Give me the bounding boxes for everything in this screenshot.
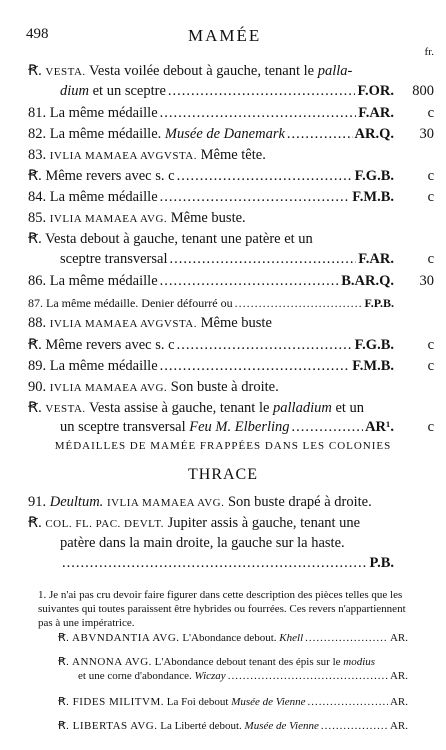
catalog-line — [28, 514, 434, 532]
leader-dots — [168, 82, 356, 100]
description: La même médaille — [49, 273, 158, 289]
catalog-line — [60, 418, 434, 436]
leader-dots — [160, 272, 340, 290]
footnote-line — [58, 718, 408, 734]
metal-code: AR.Q. — [354, 126, 394, 142]
description: un sceptre transversal — [60, 419, 186, 435]
catalog-line — [28, 146, 434, 164]
legend: Ꞧ. ABVNDANTIA AVG. — [58, 632, 180, 644]
entry-number: 91. — [28, 494, 47, 510]
legend: IVLIA MAMAEA AVGVSTA. — [49, 150, 197, 162]
leader-dots — [308, 694, 388, 710]
catalog-line — [28, 399, 434, 417]
description: Même buste — [200, 315, 272, 331]
leader-dots — [321, 718, 388, 734]
description: L'Abondance debout tenant des épis sur le — [154, 656, 341, 668]
italic-text: Feu M. Elberling — [189, 419, 290, 435]
italic-text: Musée de Vienne — [244, 720, 319, 732]
price: c — [427, 337, 434, 353]
page-number: 498 — [26, 26, 49, 42]
metal-code: AR. — [389, 670, 408, 682]
italic-text: modius — [343, 656, 376, 668]
legend: Ꞧ. LIBERTAS AVG. — [58, 720, 158, 732]
entry-number: 88. — [28, 315, 47, 331]
description: Vesta debout à gauche, tenant une patère et un — [45, 231, 313, 247]
description: Même tête. — [200, 147, 266, 163]
metal-code: AR. — [389, 720, 408, 732]
catalog-line — [28, 272, 434, 290]
description: La Foi debout — [166, 696, 229, 708]
catalog-line — [28, 357, 434, 375]
catalog-line — [28, 167, 434, 185]
metal-code: F.M.B. — [352, 358, 394, 374]
catalog-line — [28, 294, 434, 312]
catalog-line — [60, 82, 434, 100]
price: c — [427, 251, 434, 267]
leader-dots — [305, 630, 388, 646]
catalog-line — [60, 554, 434, 572]
price: c — [427, 168, 434, 184]
entry-number: 86. — [28, 273, 47, 289]
description: Même buste. — [170, 210, 246, 226]
legend: Ꞧ. ANNONA AVG. — [58, 656, 152, 668]
description: Son buste à droite. — [170, 379, 279, 395]
legend: VESTA. — [45, 403, 86, 415]
catalog-line — [28, 188, 434, 206]
leader-dots — [228, 668, 388, 684]
italic-text: palladium — [273, 400, 332, 416]
metal-code: B.AR.Q. — [341, 273, 394, 289]
leader-dots — [177, 167, 353, 185]
price: 800 — [412, 83, 434, 99]
legend: Ꞧ. FIDES MILITVM. — [58, 696, 164, 708]
description: et un sceptre — [92, 83, 166, 99]
catalog-line — [28, 230, 434, 248]
catalog-line — [28, 336, 434, 354]
italic-text: Khell — [279, 632, 304, 644]
italic-text: palla- — [317, 63, 353, 79]
description: La même médaille. — [49, 126, 162, 142]
reverse-mark: Ꞧ. — [28, 231, 42, 247]
italic-text: Musée de Danemark — [164, 126, 285, 142]
metal-code: F.M.B. — [352, 189, 394, 205]
running-title: MAMÉE — [188, 26, 262, 45]
metal-code: F.AR. — [358, 105, 394, 121]
description: Son buste drapé à droite. — [227, 494, 372, 510]
entry-number: 90. — [28, 379, 47, 395]
leader-dots — [62, 554, 368, 572]
metal-code: F.G.B. — [354, 337, 394, 353]
footnote-line — [58, 694, 408, 710]
entry-number: 85. — [28, 210, 47, 226]
entry-number: 81. — [28, 105, 47, 121]
catalog-line — [60, 534, 434, 552]
legend: COL. FL. PAC. DEVLT. — [45, 518, 165, 530]
entry-number: 82. — [28, 126, 47, 142]
description: Jupiter assis à gauche, tenant une — [167, 515, 361, 531]
italic-text: Deultum. — [49, 494, 104, 510]
leader-dots — [287, 125, 353, 143]
catalog-line — [28, 314, 434, 332]
reverse-mark: Ꞧ. — [28, 63, 42, 79]
italic-text: Wiczay — [194, 670, 226, 682]
region-heading: THRACE — [188, 466, 258, 483]
catalog-line — [28, 62, 434, 80]
catalog-line — [28, 209, 434, 227]
price: c — [427, 105, 434, 121]
leader-dots — [160, 188, 351, 206]
legend: VESTA. — [45, 66, 86, 78]
description: et un — [335, 400, 365, 416]
entry-number: 84. — [28, 189, 47, 205]
metal-code: P.B. — [369, 555, 394, 571]
description: Vesta assise à gauche, tenant le — [89, 400, 270, 416]
description: et une corne d'abondance. — [78, 670, 192, 682]
price: 30 — [419, 273, 434, 289]
price: 30 — [419, 126, 434, 142]
price: c — [427, 358, 434, 374]
footnote-line — [78, 668, 408, 684]
description: L'Abondance debout. — [182, 632, 277, 644]
leader-dots — [177, 336, 353, 354]
catalog-line — [60, 250, 434, 268]
leader-dots — [160, 357, 351, 375]
footnote: 1. Je n'ai pas cru devoir faire figurer dans cette description des pièces telles que les suivantes qui toutes paraissent être hybrides ou fourrées. Ces revers n'appartiennent pas à une impératrice. — [38, 589, 406, 629]
description: sceptre transversal — [60, 251, 168, 267]
metal-code: F.AR. — [358, 251, 394, 267]
catalog-line — [28, 378, 434, 396]
legend: IVLIA MAMAEA AVG. — [49, 213, 168, 225]
legend: IVLIA MAMAEA AVG. — [106, 497, 225, 509]
description: Vesta voilée debout à gauche, tenant le — [89, 63, 315, 79]
leader-dots — [170, 250, 357, 268]
metal-code: F.P.B. — [364, 296, 394, 310]
price: c — [427, 189, 434, 205]
footnote-line — [58, 630, 408, 646]
description: La même médaille — [49, 189, 158, 205]
catalog-line — [28, 104, 434, 122]
reverse-mark: Ꞧ. — [28, 168, 42, 184]
italic-text: dium — [60, 83, 89, 99]
description: La même médaille. Denier défourré ou — [46, 296, 233, 310]
description: La même médaille — [49, 358, 158, 374]
description: Même revers avec s. c — [45, 168, 175, 184]
reverse-mark: Ꞧ. — [28, 337, 42, 353]
reverse-mark: Ꞧ. — [28, 515, 42, 531]
leader-dots — [292, 418, 364, 436]
metal-code: AR¹. — [365, 419, 394, 435]
metal-code: AR. — [389, 696, 408, 708]
metal-code: F.G.B. — [354, 168, 394, 184]
reverse-mark: Ꞧ. — [28, 400, 42, 416]
catalog-line — [28, 125, 434, 143]
column-unit: fr. — [424, 46, 434, 58]
catalog-line — [28, 493, 434, 511]
description: Même revers avec s. c — [45, 337, 175, 353]
legend: IVLIA MAMAEA AVG. — [49, 382, 168, 394]
legend: IVLIA MAMAEA AVGVSTA. — [49, 318, 197, 330]
metal-code: F.OR. — [357, 83, 394, 99]
leader-dots — [160, 104, 357, 122]
entry-number: 83. — [28, 147, 47, 163]
description: La même médaille — [49, 105, 158, 121]
section-heading: MÉDAILLES DE MAMÉE FRAPPÉES DANS LES COLONIES — [54, 440, 392, 452]
italic-text: Musée de Vienne — [231, 696, 306, 708]
description: patère dans la main droite, la gauche sur la haste. — [60, 535, 345, 551]
leader-dots — [235, 294, 363, 312]
metal-code: AR. — [389, 632, 408, 644]
description: La Liberté debout. — [160, 720, 242, 732]
entry-number: 89. — [28, 358, 47, 374]
price: c — [427, 419, 434, 435]
entry-number: 87. — [28, 296, 43, 310]
